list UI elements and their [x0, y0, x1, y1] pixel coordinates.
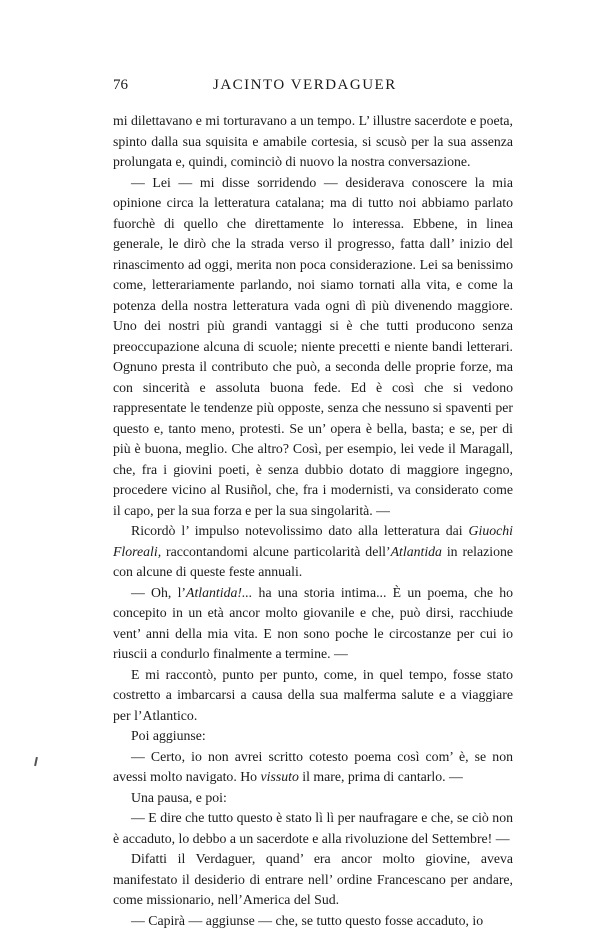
margin-mark: [34, 757, 38, 766]
italic-title-giuochi: Giuochi Floreali,: [113, 523, 513, 559]
page-header: [113, 77, 512, 97]
body-text: [113, 111, 513, 931]
italic-title-atlantida: Atlantida: [391, 544, 442, 559]
paragraph-10: Difatti il Verdaguer, quand’ era ancor molto giovine, aveva manifestato il desiderio di entrare nell’ ordine Francescano per andare, come missionario, nell’America del Sud.: [113, 849, 513, 911]
paragraph-9: — E dire che tutto questo è stato lì lì per naufragare e che, se ciò non è accaduto, lo debbo a un sacerdote e alla rivoluzione del Settembre! —: [113, 808, 513, 849]
paragraph-1: mi dilettavano e mi torturavano a un tempo. L’ illustre sacerdote e poeta, spinto dalla sua squisita e amabile cortesia, si scusò per la sua assenza prolungata e, quindi, cominciò di nuovo la nostra conversazione.: [113, 111, 513, 173]
italic-vissuto: vissuto: [261, 769, 299, 784]
paragraph-3: Ricordò l’ impulso notevolissimo dato alla letteratura dai Giuochi Floreali, raccontandomi alcune particolarità dell’Atlantida in relazione con alcune di queste feste annuali.: [113, 521, 513, 583]
running-title: JACINTO VERDAGUER: [213, 77, 397, 94]
page-number: 76: [113, 77, 128, 94]
italic-title-atlantida-2: Atlantida!...: [186, 585, 252, 600]
paragraph-6: Poi aggiunse:: [113, 726, 513, 747]
paragraph-5: E mi raccontò, punto per punto, come, in quel tempo, fosse stato costretto a imbarcarsi a causa della sua malferma salute e a viaggiare per l’Atlantico.: [113, 665, 513, 727]
paragraph-2: — Lei — mi disse sorridendo — desiderava conoscere la mia opinione circa la letteratura catalana; ma di tutto noi abbiamo parlato fuorchè di quello che direttamente lo interessa. Ebbene, in linea generale, le dirò che la strada verso il progresso, fatta dall’ inizio del rinascimento ad oggi, merita non poca considerazione. Lei sa benissimo come, letterariamente parlando, noi siamo tornati alla vita, e come la potenza della nostra letteratura vada ogni dì più divenendo maggiore. Uno dei nostri più grandi vantaggi si è che tutti producono senza preoccupazione alcuna di scuole; niente precetti e niente bandi letterari. Ognuno presta il contributo che può, a seconda delle proprie forze, ma con sincerità e assoluta buona fede. Ed è così che si vedono rappresentate le tendenze più opposte, senza che nessuno si spaventi per questo e, tanto meno, protesti. Se un’ opera è bella, basta; e se, per di più è buona, meglio. Che altro? Così, per esempio, lei vede il Maragall, che, fra i giovini poeti, è senza dubbio dotato di maggiore ingegno, procedere vicino al Rusiñol, che, fra i modernisti, va considerato come il capo, per la sua forza e per la sua singolarità. —: [113, 173, 513, 522]
paragraph-11: — Capirà — aggiunse — che, se tutto questo fosse accaduto, io: [113, 911, 513, 931]
paragraph-8: Una pausa, e poi:: [113, 788, 513, 809]
paragraph-4: — Oh, l’Atlantida!... ha una storia intima... È un poema, che ho concepito in un età ancor molto giovanile e che, può dirsi, racchiude vent’ anni della mia vita. E non sono poche le circostanze per cui io riuscii a condurlo finalmente a termine. —: [113, 583, 513, 665]
paragraph-7: — Certo, io non avrei scritto cotesto poema così com’ è, se non avessi molto navigato. Ho vissuto il mare, prima di cantarlo. —: [113, 747, 513, 788]
